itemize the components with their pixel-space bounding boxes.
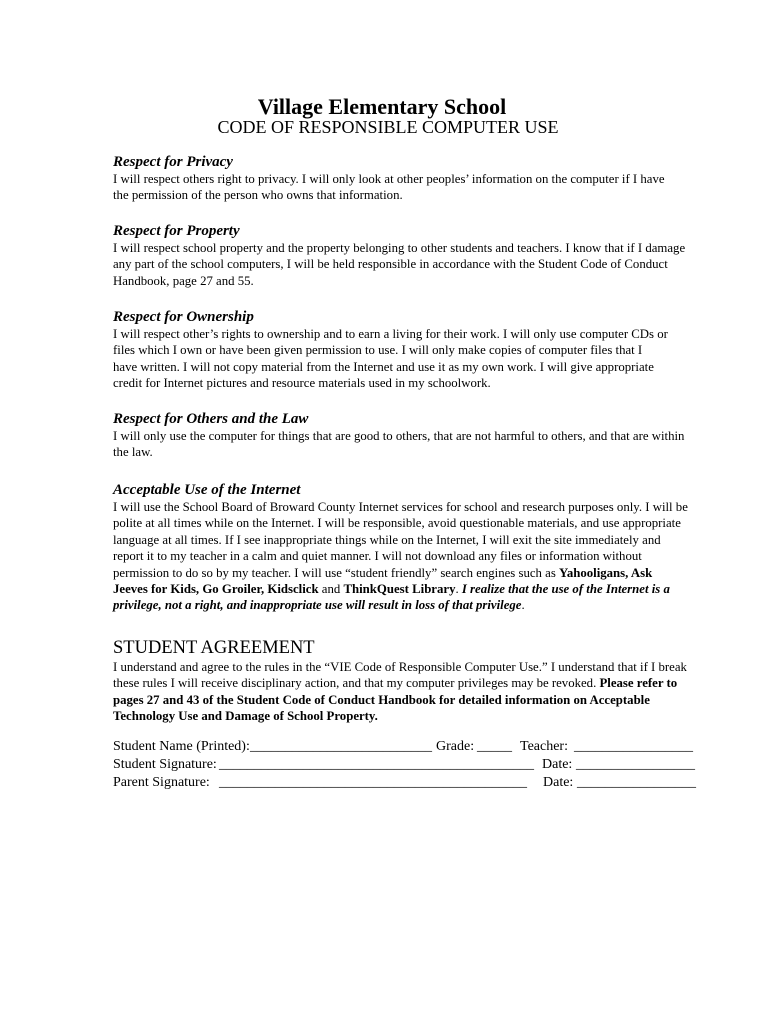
- ownership-paragraph-line: I will respect other’s rights to ownership and to earn a living for their work. I will only use computer CDs or: [113, 327, 668, 341]
- student-signature-field[interactable]: _____________________________________________: [219, 757, 534, 772]
- teacher-label: Teacher:: [520, 739, 568, 754]
- internet-use-paragraph-line: report it to my teacher in a calm and quiet manner. I will not download any files or information without: [113, 549, 642, 564]
- student-date-label: Date:: [542, 757, 573, 772]
- internet-use-paragraph-line: [113, 597, 753, 613]
- grade-label: Grade:: [436, 739, 475, 754]
- section-respect-for-privacy: [113, 153, 753, 204]
- student-agreement-paragraph: [113, 659, 753, 725]
- school-name-title: Village Elementary School: [257, 94, 507, 119]
- internet-use-paragraph-line: polite at all times while on the Internet. I will be responsible, avoid questionable materials, and use appropriate: [113, 516, 681, 531]
- internet-use-paragraph-line: [113, 581, 753, 597]
- section-respect-for-property: [113, 222, 753, 289]
- search-engine-names-bold: Yahooligans, Ask: [559, 565, 653, 580]
- others-and-law-paragraph-line: I will only use the computer for things that are good to others, that are not harmful to others, and that are within: [113, 429, 685, 443]
- privilege-statement-bold-italic: I realize that the use of the Internet is a: [461, 581, 670, 596]
- teacher-field[interactable]: _________________: [574, 739, 693, 754]
- section-respect-for-ownership: [113, 308, 753, 392]
- student-signature-label: Student Signature:: [113, 757, 217, 772]
- parent-date-field[interactable]: _________________: [577, 775, 696, 790]
- property-paragraph-line: I will respect school property and the property belonging to other students and teachers. I know that if I damage: [113, 241, 686, 255]
- section-respect-for-others-and-law: [113, 410, 753, 461]
- form-row-student-info: [0, 738, 770, 756]
- parent-date-label: Date:: [543, 775, 574, 790]
- privacy-heading: Respect for Privacy: [113, 154, 233, 170]
- grade-field[interactable]: _____: [477, 739, 512, 754]
- agreement-paragraph-line: pages 27 and 43 of the Student Code of Conduct Handbook for detailed information on Acceptable: [113, 692, 650, 707]
- privacy-paragraph-line: the permission of the person who owns that information.: [113, 188, 403, 203]
- student-date-field[interactable]: _________________: [576, 757, 695, 772]
- form-row-parent-signature: [0, 774, 770, 792]
- text-segment: and: [318, 581, 344, 596]
- agreement-paragraph-line: I understand and agree to the rules in the “VIE Code of Responsible Computer Use.” I understand that if I break: [113, 660, 687, 674]
- ownership-paragraph-line: files which I own or have been given permission to use. I will only make copies of computer files that I: [113, 343, 643, 358]
- handbook-reference-bold: Please refer to: [599, 676, 678, 691]
- form-row-student-signature: [0, 756, 770, 774]
- search-engine-names-bold: Jeeves for Kids, Go Groiler, Kidsclick: [113, 581, 319, 596]
- text-segment: .: [521, 598, 525, 613]
- others-and-law-heading: Respect for Others and the Law: [113, 411, 309, 427]
- text-segment: these rules I will receive disciplinary action, and that my computer privileges may be revoked.: [113, 676, 600, 691]
- agreement-paragraph-line: Technology Use and Damage of School Property.: [113, 709, 378, 724]
- privacy-paragraph-line: I will respect others right to privacy. I will only look at other peoples’ information on the computer if I have: [113, 172, 665, 186]
- document-subtitle: CODE OF RESPONSIBLE COMPUTER USE: [217, 117, 559, 137]
- others-and-law-paragraph-line: the law.: [113, 445, 153, 460]
- internet-use-paragraph-line: language at all times. If I see inappropriate things while on the Internet, I will exit the site immediately and: [113, 532, 661, 547]
- parent-signature-label: Parent Signature:: [113, 775, 210, 790]
- student-name-field[interactable]: __________________________: [250, 739, 432, 754]
- ownership-heading: Respect for Ownership: [113, 309, 254, 325]
- search-engine-names-bold: ThinkQuest Library: [343, 581, 456, 596]
- internet-use-heading: Acceptable Use of the Internet: [113, 482, 301, 498]
- student-agreement-heading: STUDENT AGREEMENT: [113, 638, 315, 658]
- internet-use-paragraph-line: [113, 565, 753, 581]
- property-paragraph-line: Handbook, page 27 and 55.: [113, 273, 254, 288]
- ownership-paragraph-line: credit for Internet pictures and resource materials used in my schoolwork.: [113, 376, 491, 391]
- ownership-paragraph-line: have written. I will not copy material from the Internet and use it as my own work. I will give appropriate: [113, 359, 654, 374]
- property-heading: Respect for Property: [113, 223, 240, 239]
- text-segment: permission to do so by my teacher. I will use “student friendly” search engines such as: [113, 565, 560, 580]
- parent-signature-field[interactable]: ____________________________________________: [219, 775, 527, 790]
- section-acceptable-use-of-internet: [113, 481, 753, 614]
- privilege-statement-bold-italic: privilege, not a right, and inappropriate use will result in loss of that privilege: [113, 598, 522, 613]
- property-paragraph-line: any part of the school computers, I will be held responsible in accordance with the Student Code of Conduct: [113, 257, 668, 272]
- agreement-paragraph-line: [113, 675, 753, 691]
- text-segment: .: [455, 581, 462, 596]
- internet-use-paragraph-line: I will use the School Board of Broward County Internet services for school and research purposes only. I will be: [113, 500, 688, 514]
- student-name-label: Student Name (Printed):: [113, 739, 250, 754]
